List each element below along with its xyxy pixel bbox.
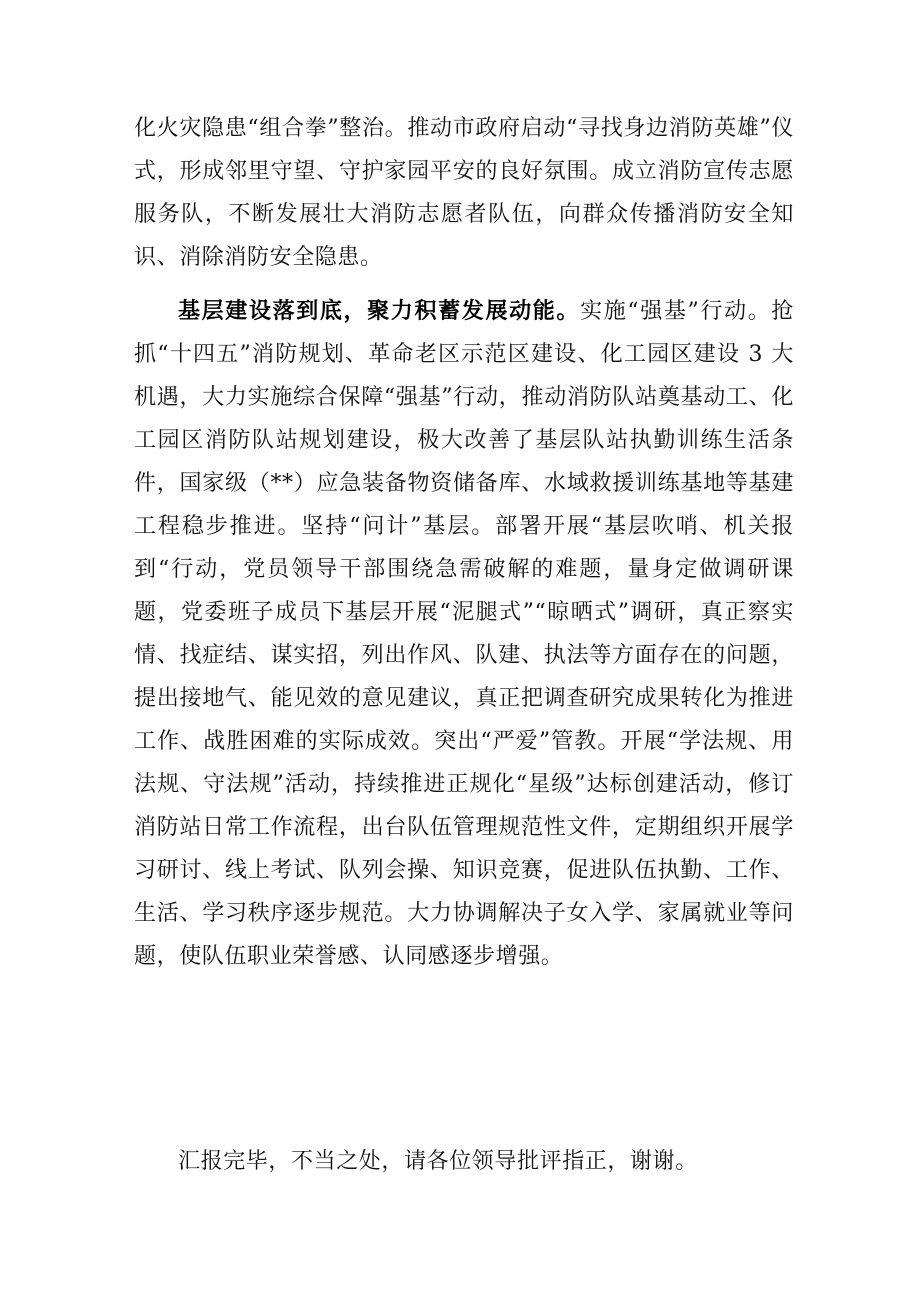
paragraph-body-text: 实施“强基”行动。抢抓“十四五”消防规划、革命老区示范区建设、化工园区建设 3 大机遇，大力实施综合保障“强基”行动，推动消防队站奠基动工、化工园区消防队站规划建设，极大改善了基层队站执勤训练生活条件，国家级（**）应急装备物资储备库、水域救援训练基地等基建工程稳步推进。坚持“问计”基层。部署开展“基层吹哨、机关报到“行动，党员领导干部围绕急需破解的难题，量身定做调研课题，党委班子成员下基层开展“泥腿式”“晾晒式”调研，真正察实情、找症结、谋实招，列出作风、队建、执法等方面存在的问题，提出接地气、能见效的意见建议，真正把调查研究成果转化为推进工作、战胜困难的实际成效。突出“严爱”管教。开展“学法规、用法规、守法规”活动，持续推进正规化“星级”达标创建活动，修订消防站日常工作流程，出台队伍管理规范性文件，定期组织开展学习研讨、线上考试、队列会操、知识竞赛，促进队伍执勤、工作、生活、学习秩序逐步规范。大力协调解决子女入学、家属就业等问题，使队伍职业荣誉感、认同感逐步增强。 (134, 299, 795, 969)
paragraph-grassroots-construction (134, 290, 794, 978)
paragraph-lead-heading: 基层建设落到底，聚力积蓄发展动能。 (178, 298, 581, 324)
closing-remark: 汇报完毕，不当之处，请各位领导批评指正，谢谢。 (178, 1149, 698, 1174)
paragraph-continuation: 化火灾隐患“组合拳”整治。推动市政府启动“寻找身边消防英雄”仪式，形成邻里守望、守护家园平安的良好氛围。成立消防宣传志愿服务队，不断发展壮大消防志愿者队伍，向群众传播消防安全知识、消除消防安全隐患。 (134, 116, 794, 270)
